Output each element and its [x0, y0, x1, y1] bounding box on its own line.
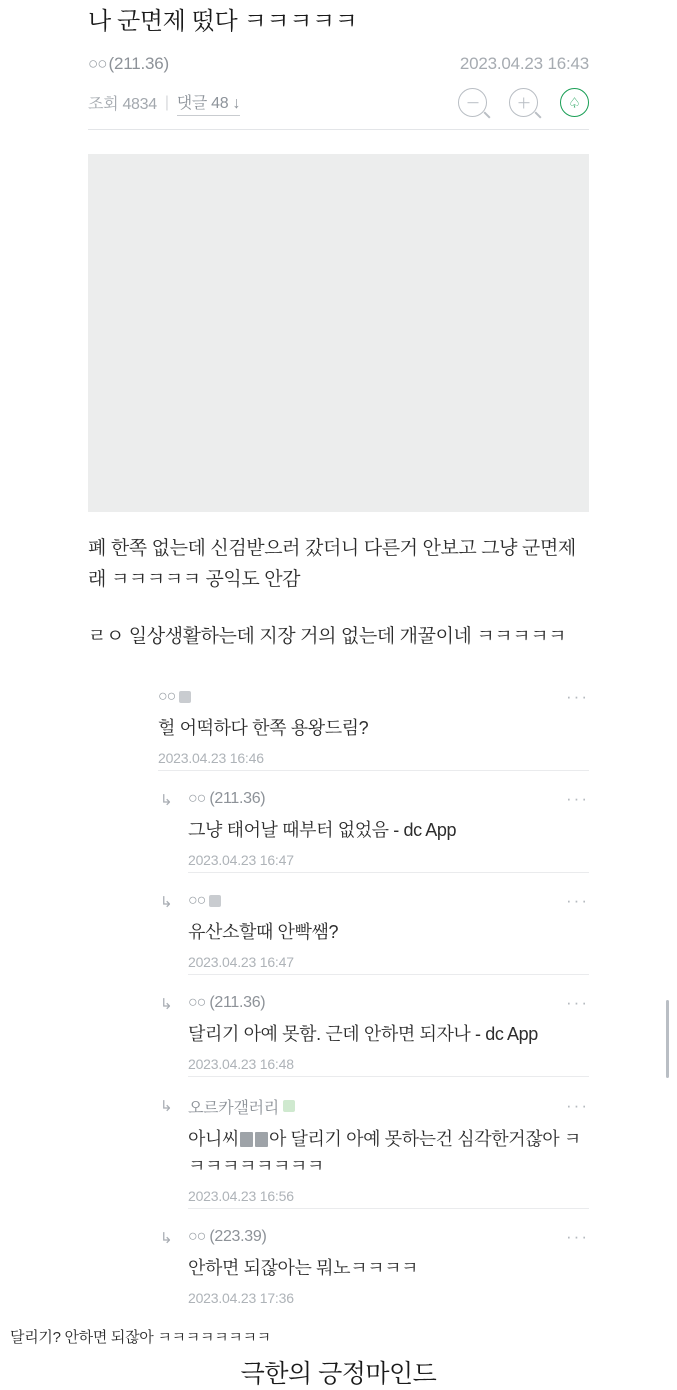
comment-text-after: 아 달리기 아예 못하는건 심각한거잖아 ㅋㅋㅋㅋㅋㅋㅋㅋㅋ [188, 1128, 581, 1176]
comment-separator [158, 770, 589, 771]
comment-item [158, 1095, 589, 1227]
comment-count-link[interactable] [177, 90, 241, 116]
post-stats [88, 90, 240, 116]
comment-nickname: ○○ [188, 993, 206, 1011]
footer-text: 달리기? 안하면 되잖아 ㅋㅋㅋㅋㅋㅋㅋㅋ [10, 1329, 271, 1346]
comment-header [188, 789, 589, 809]
view-count: 조회 4834 [88, 96, 157, 114]
post-paragraph-2: ㄹㅇ 일상생활하는데 지장 거의 없는데 개꿀이네 ㅋㅋㅋㅋㅋ [88, 625, 567, 647]
masked-text-icon [240, 1132, 253, 1147]
bell-glyph: ♤ [568, 94, 581, 111]
comment-author[interactable] [188, 892, 221, 910]
reply-arrow-icon: ↳ [160, 791, 173, 809]
reply-arrow-icon: ↳ [160, 1229, 173, 1247]
comment-menu-icon[interactable]: ··· [566, 788, 589, 808]
comment-header [188, 1227, 589, 1247]
post-image-placeholder [88, 154, 589, 512]
comment-menu-icon[interactable]: ··· [566, 686, 589, 706]
zoom-out-icon[interactable] [458, 88, 487, 117]
post-author[interactable] [88, 54, 169, 74]
comment-text: 그냥 태어날 때부터 없었음 - dc App [188, 819, 457, 840]
post-stat-row [88, 88, 589, 130]
gallery-badge-icon [283, 1100, 295, 1112]
comment-author[interactable] [158, 688, 191, 706]
stat-divider: | [164, 93, 169, 111]
post-container [0, 0, 677, 653]
comment-author[interactable] [188, 1095, 295, 1118]
bell-icon[interactable] [560, 88, 589, 117]
comment-menu-icon[interactable]: ··· [566, 1226, 589, 1246]
user-badge-icon [179, 691, 191, 703]
comment-separator [188, 1076, 589, 1077]
comment-author[interactable] [188, 1228, 267, 1246]
comment-item [158, 1227, 589, 1324]
comment-text: 달리기 아예 못함. 근데 안하면 되자나 - dc App [188, 1023, 538, 1044]
scrollbar[interactable] [666, 1000, 669, 1078]
comment-text: 안하면 되잖아는 뭐노ㅋㅋㅋㅋ [188, 1257, 419, 1278]
comment-ip: (223.39) [209, 1227, 267, 1245]
comment-menu-icon[interactable]: ··· [566, 890, 589, 910]
comment-author[interactable] [188, 790, 265, 808]
comment-ip: (211.36) [209, 789, 266, 807]
author-ip: (211.36) [108, 54, 170, 74]
reply-arrow-icon: ↳ [160, 893, 173, 911]
comment-separator [188, 974, 589, 975]
comment-text: 헐 어떡하다 한쪽 용왕드림? [158, 717, 369, 738]
comment-header [188, 993, 589, 1013]
comment-date: 2023.04.23 17:36 [188, 1289, 294, 1306]
comment-item [158, 891, 589, 993]
post-date: 2023.04.23 16:43 [459, 54, 589, 74]
comment-header [188, 891, 589, 911]
post-meta-row [88, 54, 589, 88]
user-badge-icon [209, 895, 221, 907]
post-body [88, 512, 589, 652]
comment-date: 2023.04.23 16:46 [158, 749, 264, 766]
comment-header [188, 1095, 589, 1118]
comment-header [158, 687, 589, 707]
comment-date: 2023.04.23 16:48 [188, 1055, 294, 1072]
post-toolbar [458, 88, 589, 117]
comment-nickname: ○○ [188, 789, 206, 807]
zoom-in-icon[interactable] [509, 88, 538, 117]
chevron-down-icon: ↓ [232, 94, 241, 112]
comment-nickname: ○○ [188, 891, 206, 909]
comment-date: 2023.04.23 16:56 [188, 1187, 294, 1204]
comment-nickname: ○○ [158, 687, 176, 705]
masked-text-icon [255, 1132, 268, 1147]
comment-count-label: 댓글 48 [176, 94, 229, 112]
comment-item [158, 789, 589, 891]
post-paragraph-1: 폐 한쪽 없는데 신검받으러 갔더니 다른거 안보고 그냥 군면제래 ㅋㅋㅋㅋㅋ 공익도 안감 [88, 538, 576, 591]
comment-item [158, 993, 589, 1095]
comment-date: 2023.04.23 16:47 [188, 851, 294, 868]
comment-text [188, 1118, 589, 1180]
author-nickname: ○○ [88, 54, 107, 74]
comment-separator [188, 872, 589, 873]
caption-text: 극한의 긍정마인드 [240, 1359, 437, 1388]
comment-menu-icon[interactable]: ··· [566, 992, 589, 1012]
comment-date: 2023.04.23 16:47 [188, 953, 294, 970]
comment-nickname: 오르카갤러리 [188, 1099, 279, 1117]
comment-ip: (211.36) [209, 993, 266, 1011]
page-title: 나 군면제 떴다 ㅋㅋㅋㅋㅋ [88, 8, 358, 35]
comment-list [0, 653, 677, 1324]
comment-nickname: ○○ [188, 1227, 206, 1245]
reply-arrow-icon: ↳ [160, 995, 173, 1013]
comment-menu-icon[interactable]: ··· [566, 1096, 589, 1116]
comment-text-before: 아니씨 [188, 1128, 239, 1149]
comment-text: 유산소할때 안빡쌤? [188, 921, 339, 942]
comment-item [158, 687, 589, 789]
reply-arrow-icon: ↳ [160, 1097, 173, 1115]
comment-author[interactable] [188, 994, 265, 1012]
comment-separator [188, 1208, 589, 1209]
